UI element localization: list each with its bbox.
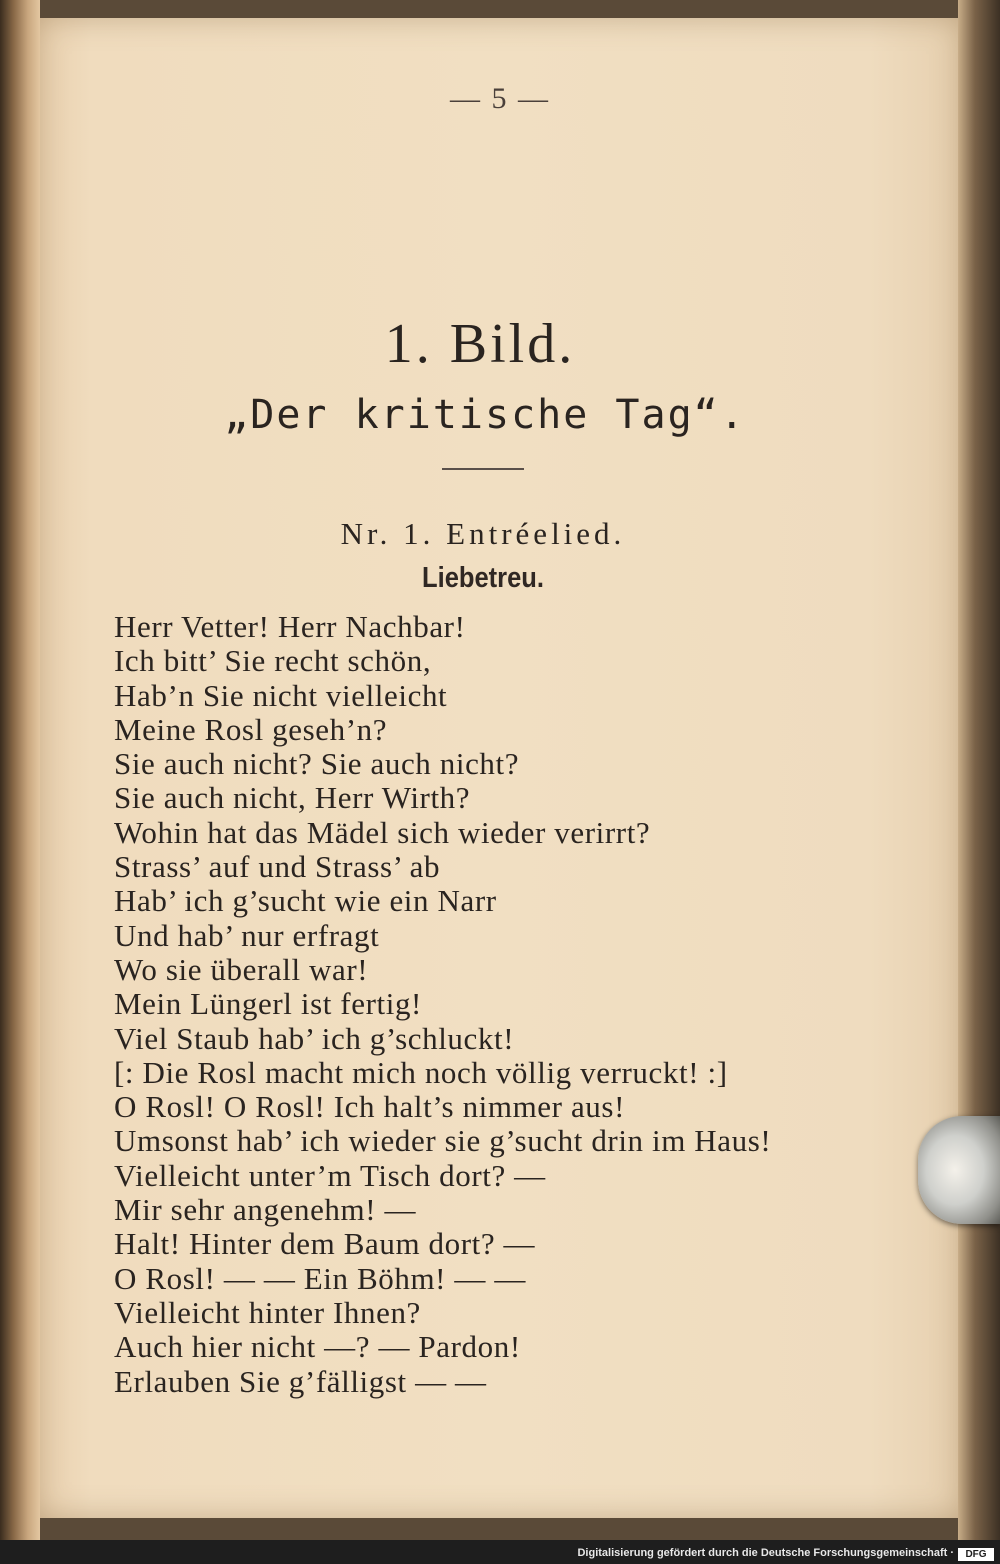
lyrics-block [114, 610, 771, 1399]
page-number: — 5 — [450, 82, 550, 115]
lyric-line: Mir sehr angenehm! — [114, 1192, 417, 1228]
chapter-subtitle: „Der kritische Tag“. [224, 392, 746, 438]
lyric-line: Vielleicht unter’m Tisch dort? — [114, 1157, 546, 1193]
lyric-line: Umsonst hab’ ich wieder sie g’sucht drin im Haus! [114, 1123, 772, 1159]
dfg-logo-icon: DFG [958, 1548, 994, 1561]
lyric-line: O Rosl! O Rosl! Ich halt’s nimmer aus! [114, 1089, 625, 1125]
lyric-line: Viel Staub hab’ ich g’schluckt! [114, 1020, 515, 1056]
lyric-line: Und hab’ nur erfragt [114, 917, 380, 953]
lyric-line: Wohin hat das Mädel sich wieder verirrt? [114, 814, 651, 850]
lyric-line: Meine Rosl geseh’n? [114, 711, 388, 747]
page-clip [918, 1116, 1000, 1224]
lyric-line: Herr Vetter! Herr Nachbar! [114, 609, 466, 644]
lyric-line: Erlauben Sie g’fälligst — — [114, 1363, 487, 1399]
book-spine [0, 0, 40, 1540]
chapter-title: 1. Bild. [384, 313, 576, 375]
lyric-line: Halt! Hinter dem Baum dort? — [114, 1226, 536, 1262]
lyric-line: Vielleicht hinter Ihnen? [114, 1294, 421, 1330]
lyric-line: Sie auch nicht, Herr Wirth? [114, 780, 471, 816]
lyric-line: Auch hier nicht —? — Pardon! [114, 1329, 521, 1365]
lyric-line: [: Die Rosl macht mich noch völlig verruckt! :] [114, 1054, 728, 1090]
page-edge [958, 0, 1000, 1540]
lyric-line: Hab’n Sie nicht vielleicht [114, 677, 448, 713]
lyric-line: O Rosl! — — Ein Böhm! — — [114, 1260, 526, 1296]
divider-rule [442, 468, 524, 470]
song-header: Nr. 1. Entréelied. [340, 516, 626, 551]
footer-credit: Digitalisierung gefördert durch die Deutsche Forschungsgemeinschaft · [577, 1547, 954, 1559]
lyric-line: Sie auch nicht? Sie auch nicht? [114, 746, 520, 782]
lyric-line: Hab’ ich g’sucht wie ein Narr [114, 883, 497, 919]
lyric-line: Wo sie überall war! [114, 951, 369, 987]
lyric-line: Mein Lüngerl ist fertig! [114, 986, 422, 1022]
lyric-line: Strass’ auf und Strass’ ab [114, 849, 441, 885]
lyric-line: Ich bitt’ Sie recht schön, [114, 643, 432, 679]
speaker-name: Liebetreu. [422, 562, 544, 594]
